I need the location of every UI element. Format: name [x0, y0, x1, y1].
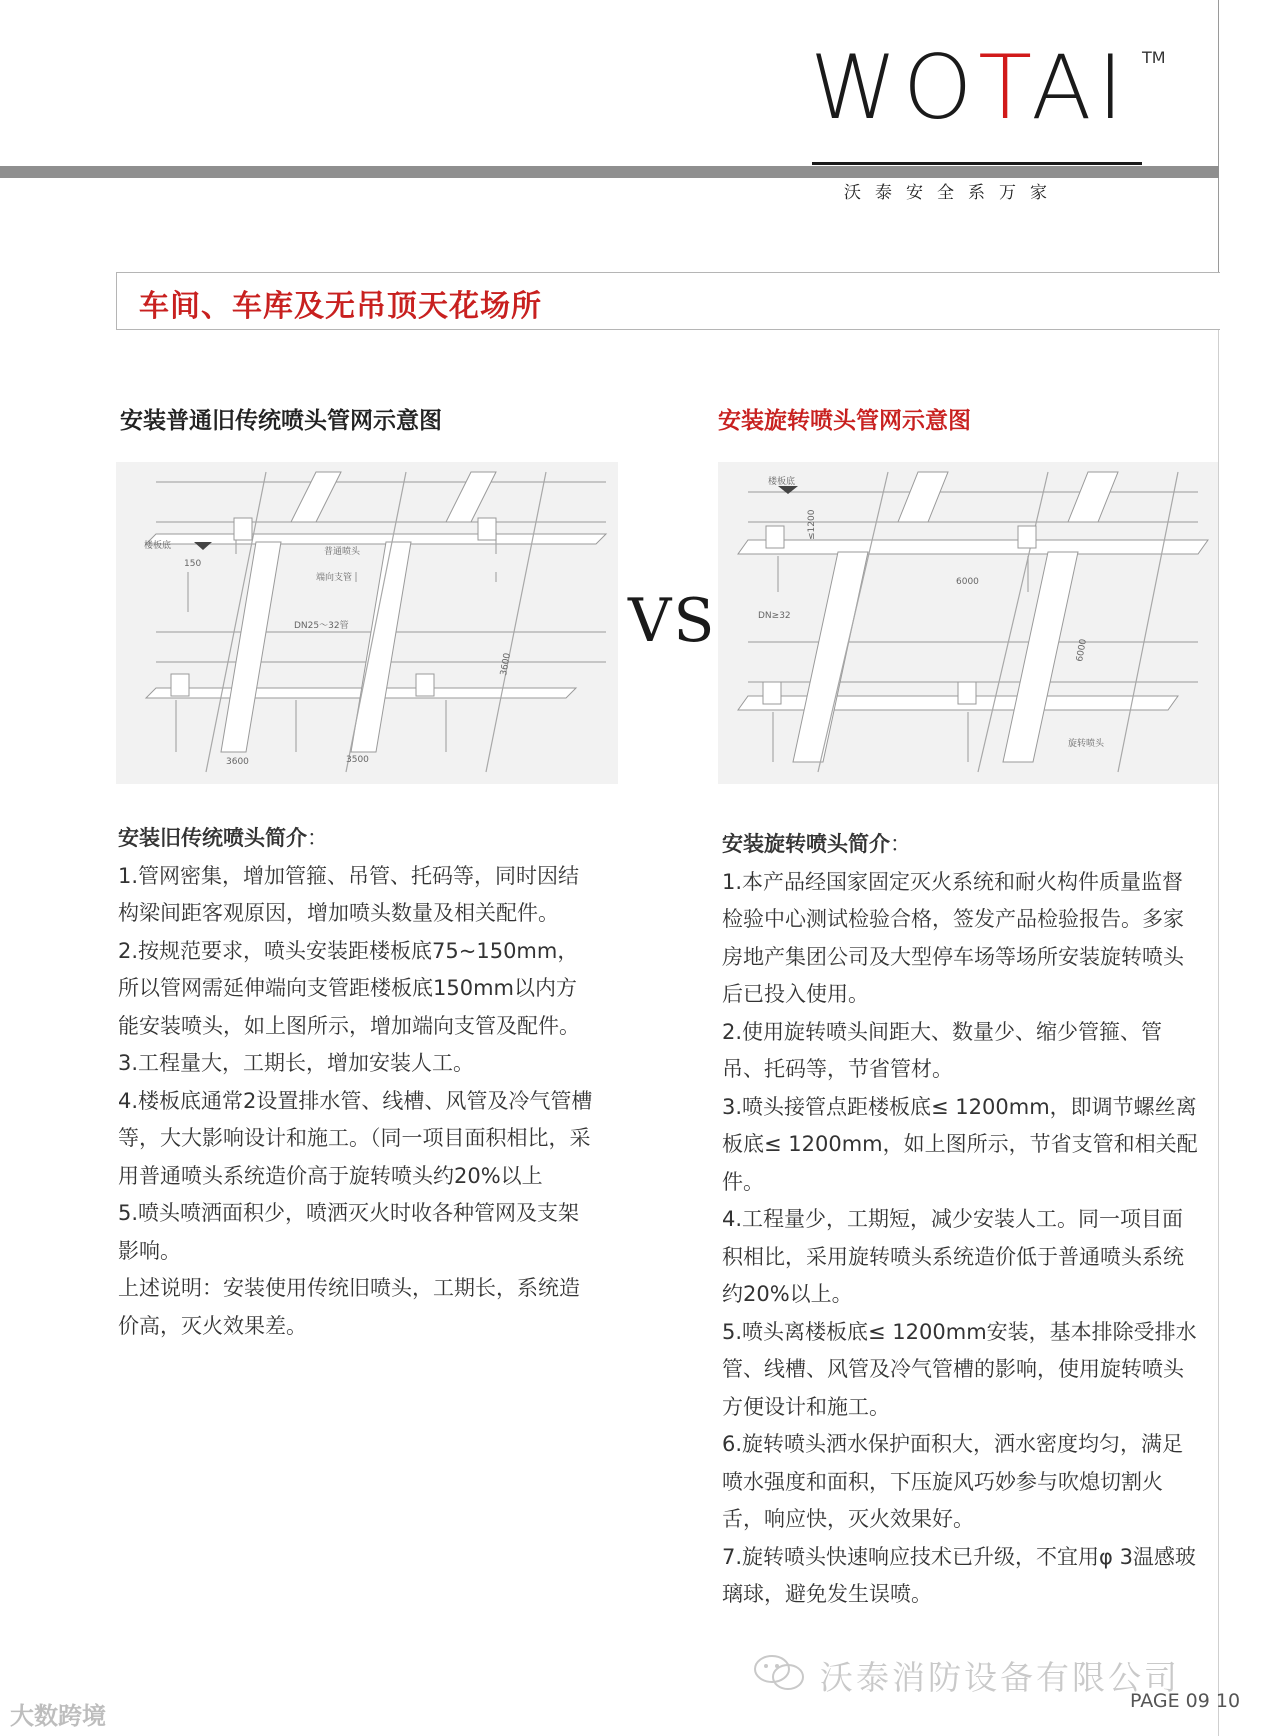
section-header	[116, 272, 1220, 330]
traditional-item-2: 2.按规范要求，喷头安装距楼板底75~150mm，所以管网需延伸端向支管距楼板底150mm以内方能安装喷头，如上图所示，增加端向支管及配件。	[118, 938, 580, 1038]
brand-logo	[810, 36, 1170, 203]
traditional-item-5: 5.喷头喷洒面积少，喷洒灭火时收各种管网及支架影响。	[118, 1201, 580, 1263]
footer-company-name: 沃泰消防设备有限公司	[820, 1658, 1180, 1697]
rotary-item-2: 2.使用旋转喷头间距大、数量少、缩少管箍、管吊、托码等，节省管材。	[722, 1019, 1163, 1081]
logo-letter-t: T	[978, 36, 1032, 139]
rotary-item-6: 6.旋转喷头洒水保护面积大，洒水密度均匀，满足喷水强度和面积，下压旋风巧妙参与吹熄切割火舌，响应快，灭火效果好。	[722, 1432, 1184, 1531]
header-bar	[0, 166, 1219, 178]
rotary-intro	[722, 826, 1204, 1614]
rotary-item-7: 7.旋转喷头快速响应技术已升级，不宜用φ 3温感玻璃球，避免发生误喷。	[722, 1544, 1196, 1606]
left-diagram-title: 安装普通旧传统喷头管网示意图	[120, 408, 442, 434]
rotary-intro-heading: 安装旋转喷头简介：	[722, 832, 911, 856]
traditional-pipe-network-diagram	[116, 462, 618, 784]
rotary-item-3: 3.喷头接管点距楼板底≤ 1200mm，即调节螺丝离板底≤ 1200mm，如上图所示，节省支管和相关配件。	[722, 1094, 1198, 1194]
label-3600-h: 3600	[226, 757, 249, 767]
rotary-item-5: 5.喷头离楼板底≤ 1200mm安装，基本排除受排水管、线槽、风管及冷气管槽的影响，使用旋转喷头方便设计和施工。	[722, 1319, 1197, 1419]
rotary-item-1: 1.本产品经国家固定灭火系统和耐火构件质量监督检验中心测试检验合格，签发产品检验报告。多家房地产集团公司及大型停车场等场所安装旋转喷头后已投入使用。	[722, 869, 1184, 1006]
label-floor: 楼板底	[144, 541, 172, 551]
page-edge-rule-top	[1218, 0, 1219, 272]
traditional-item-3: 3.工程量大，工期长，增加安装人工。	[118, 1051, 475, 1075]
label-3600-v: 3600	[499, 652, 513, 677]
traditional-intro-heading: 安装旧传统喷头简介：	[118, 826, 328, 850]
label-3500: 3500	[346, 755, 369, 765]
logo-trademark: TM	[1142, 48, 1166, 67]
label-150: 150	[184, 559, 202, 569]
vs-label: VS	[628, 586, 717, 656]
label-branch: 端向支管	[316, 573, 353, 583]
logo-underline	[812, 162, 1142, 165]
label-floor: 楼板底	[768, 477, 796, 487]
label-pipe: DN25～32管	[294, 621, 349, 631]
traditional-item-4: 4.楼板底通常2设置排水管、线槽、风管及冷气管槽等，大大影响设计和施工。（同一项目面积相比，采用普通喷头系统造价高于旋转喷头约20%以上	[118, 1088, 593, 1188]
label-head: 普通喷头	[324, 547, 361, 557]
label-6000-h: 6000	[956, 577, 979, 587]
watermark: 大数跨境	[10, 1702, 106, 1730]
traditional-intro	[118, 820, 596, 1345]
label-dn: DN≥32	[758, 611, 791, 621]
label-rotary-head: 旋转喷头	[1068, 739, 1105, 749]
label-1200: ≤1200	[807, 509, 817, 540]
logo-letters-ai: AI	[1031, 36, 1130, 139]
rotary-pipe-network-diagram	[718, 462, 1218, 784]
page-edge-rule-bottom	[1218, 330, 1219, 1736]
traditional-summary: 上述说明：安装使用传统旧喷头，工期长，系统造价高，灭火效果差。	[118, 1276, 580, 1338]
page-number: PAGE 09 10	[1130, 1690, 1241, 1712]
section-title: 车间、车库及无吊顶天花场所	[139, 289, 542, 324]
right-diagram-title: 安装旋转喷头管网示意图	[718, 408, 971, 434]
rotary-item-4: 4.工程量少，工期短，减少安装人工。同一项目面积相比，采用旋转喷头系统造价低于普通喷头系统约20%以上。	[722, 1207, 1184, 1306]
logo-slogan: 沃泰安全系万家	[844, 183, 1061, 203]
logo-wordmark	[810, 36, 1130, 139]
logo-letters-wo: WO	[810, 36, 979, 139]
wechat-icon	[752, 1652, 808, 1694]
traditional-item-1: 1.管网密集，增加管箍、吊管、托码等，同时因结构梁间距客观原因，增加喷头数量及相关配件。	[118, 863, 580, 925]
label-6000-v: 6000	[1075, 638, 1089, 663]
